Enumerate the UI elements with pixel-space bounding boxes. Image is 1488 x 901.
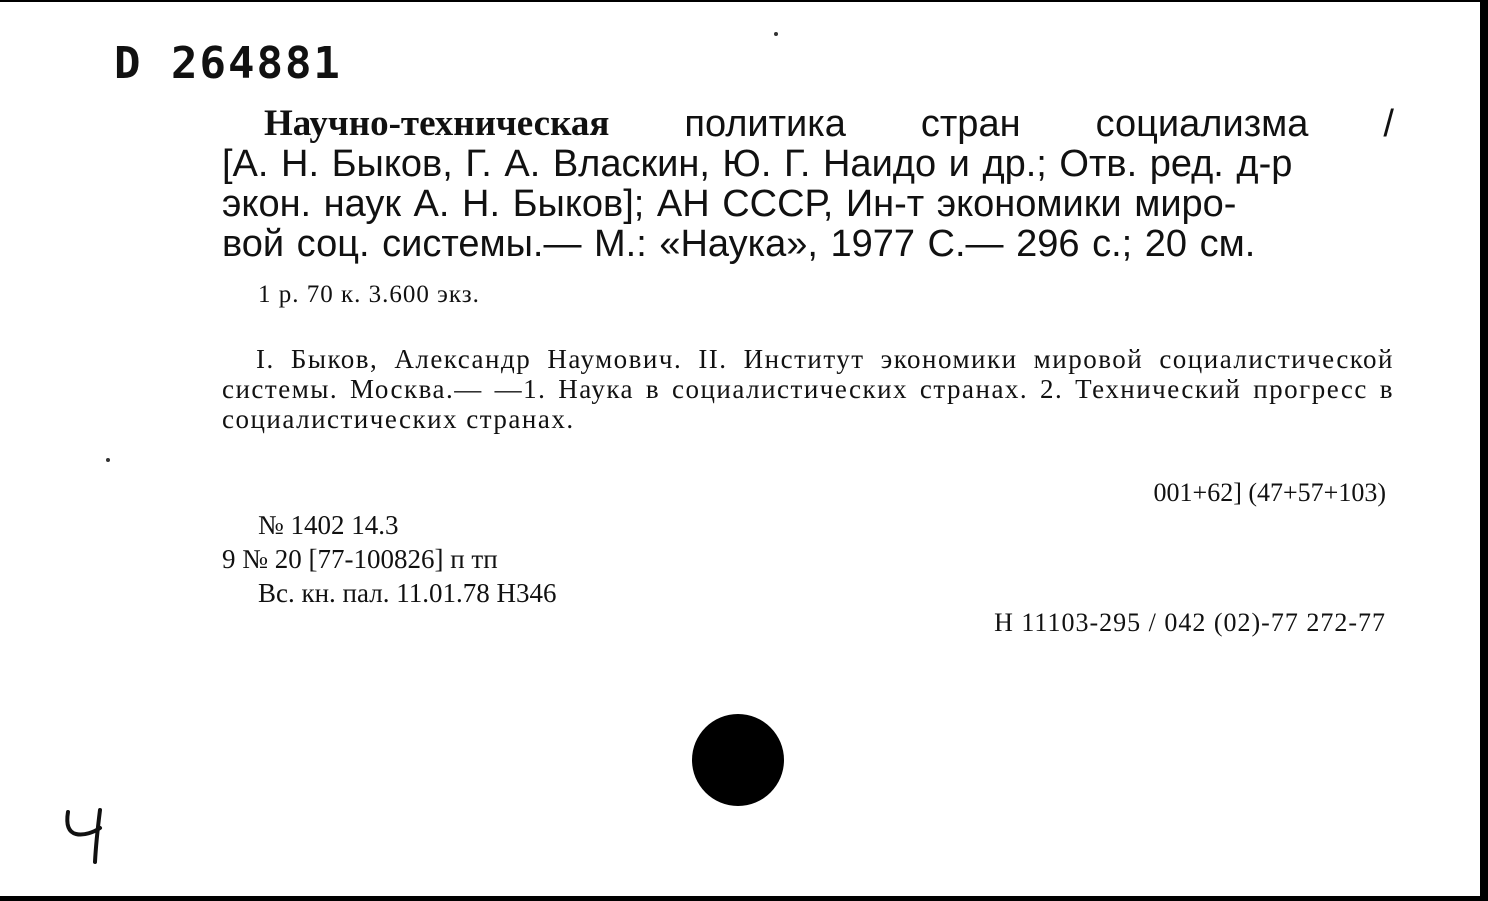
title-word: политика xyxy=(684,103,846,145)
stats-line-2: 9 № 20 [77-100826] п тп xyxy=(222,544,498,574)
classification-number: 001+62] (47+57+103) xyxy=(1153,478,1386,507)
catalog-card xyxy=(0,2,1480,896)
registration-stats xyxy=(222,508,556,610)
title-word: социализма xyxy=(1095,103,1309,145)
subject-tracings: I. Быков, Александр Наумович. II. Институт экономики мировой социалистической системы. Москва.— —1. Наука в социалистических странах. 2. Технический прогресс в социалистических странах. xyxy=(222,344,1394,434)
title-word: стран xyxy=(920,103,1021,145)
title-word: / xyxy=(1383,103,1394,145)
main-entry-line-3: экон. наук А. Н. Быков]; АН СССР, Ин-т экономики миро- xyxy=(222,183,1237,225)
price-and-copies: 1 р. 70 к. 3.600 экз. xyxy=(258,281,480,308)
main-entry-line-2: [А. Н. Быков, Г. А. Власкин, Ю. Г. Наидо и др.; Отв. ред. д-р xyxy=(222,143,1293,185)
main-entry-line-4: вой соц. системы.— М.: «Наука», 1977 С.— 296 с.; 20 см. xyxy=(222,223,1256,265)
main-entry xyxy=(222,104,1394,264)
title-bold: Научно-техническая xyxy=(264,103,610,144)
handwritten-mark xyxy=(62,802,108,866)
main-entry-line-1 xyxy=(222,104,1394,144)
punch-hole xyxy=(692,714,784,806)
stats-line-1: № 1402 14.3 xyxy=(258,510,399,540)
stray-dot xyxy=(774,32,778,36)
publisher-code: Н 11103-295 / 042 (02)-77 272-77 xyxy=(994,608,1386,637)
stats-line-3: Вс. кн. пал. 11.01.78 Н346 xyxy=(258,578,557,608)
stray-dot xyxy=(106,458,110,462)
call-number: D 264881 xyxy=(114,38,342,89)
